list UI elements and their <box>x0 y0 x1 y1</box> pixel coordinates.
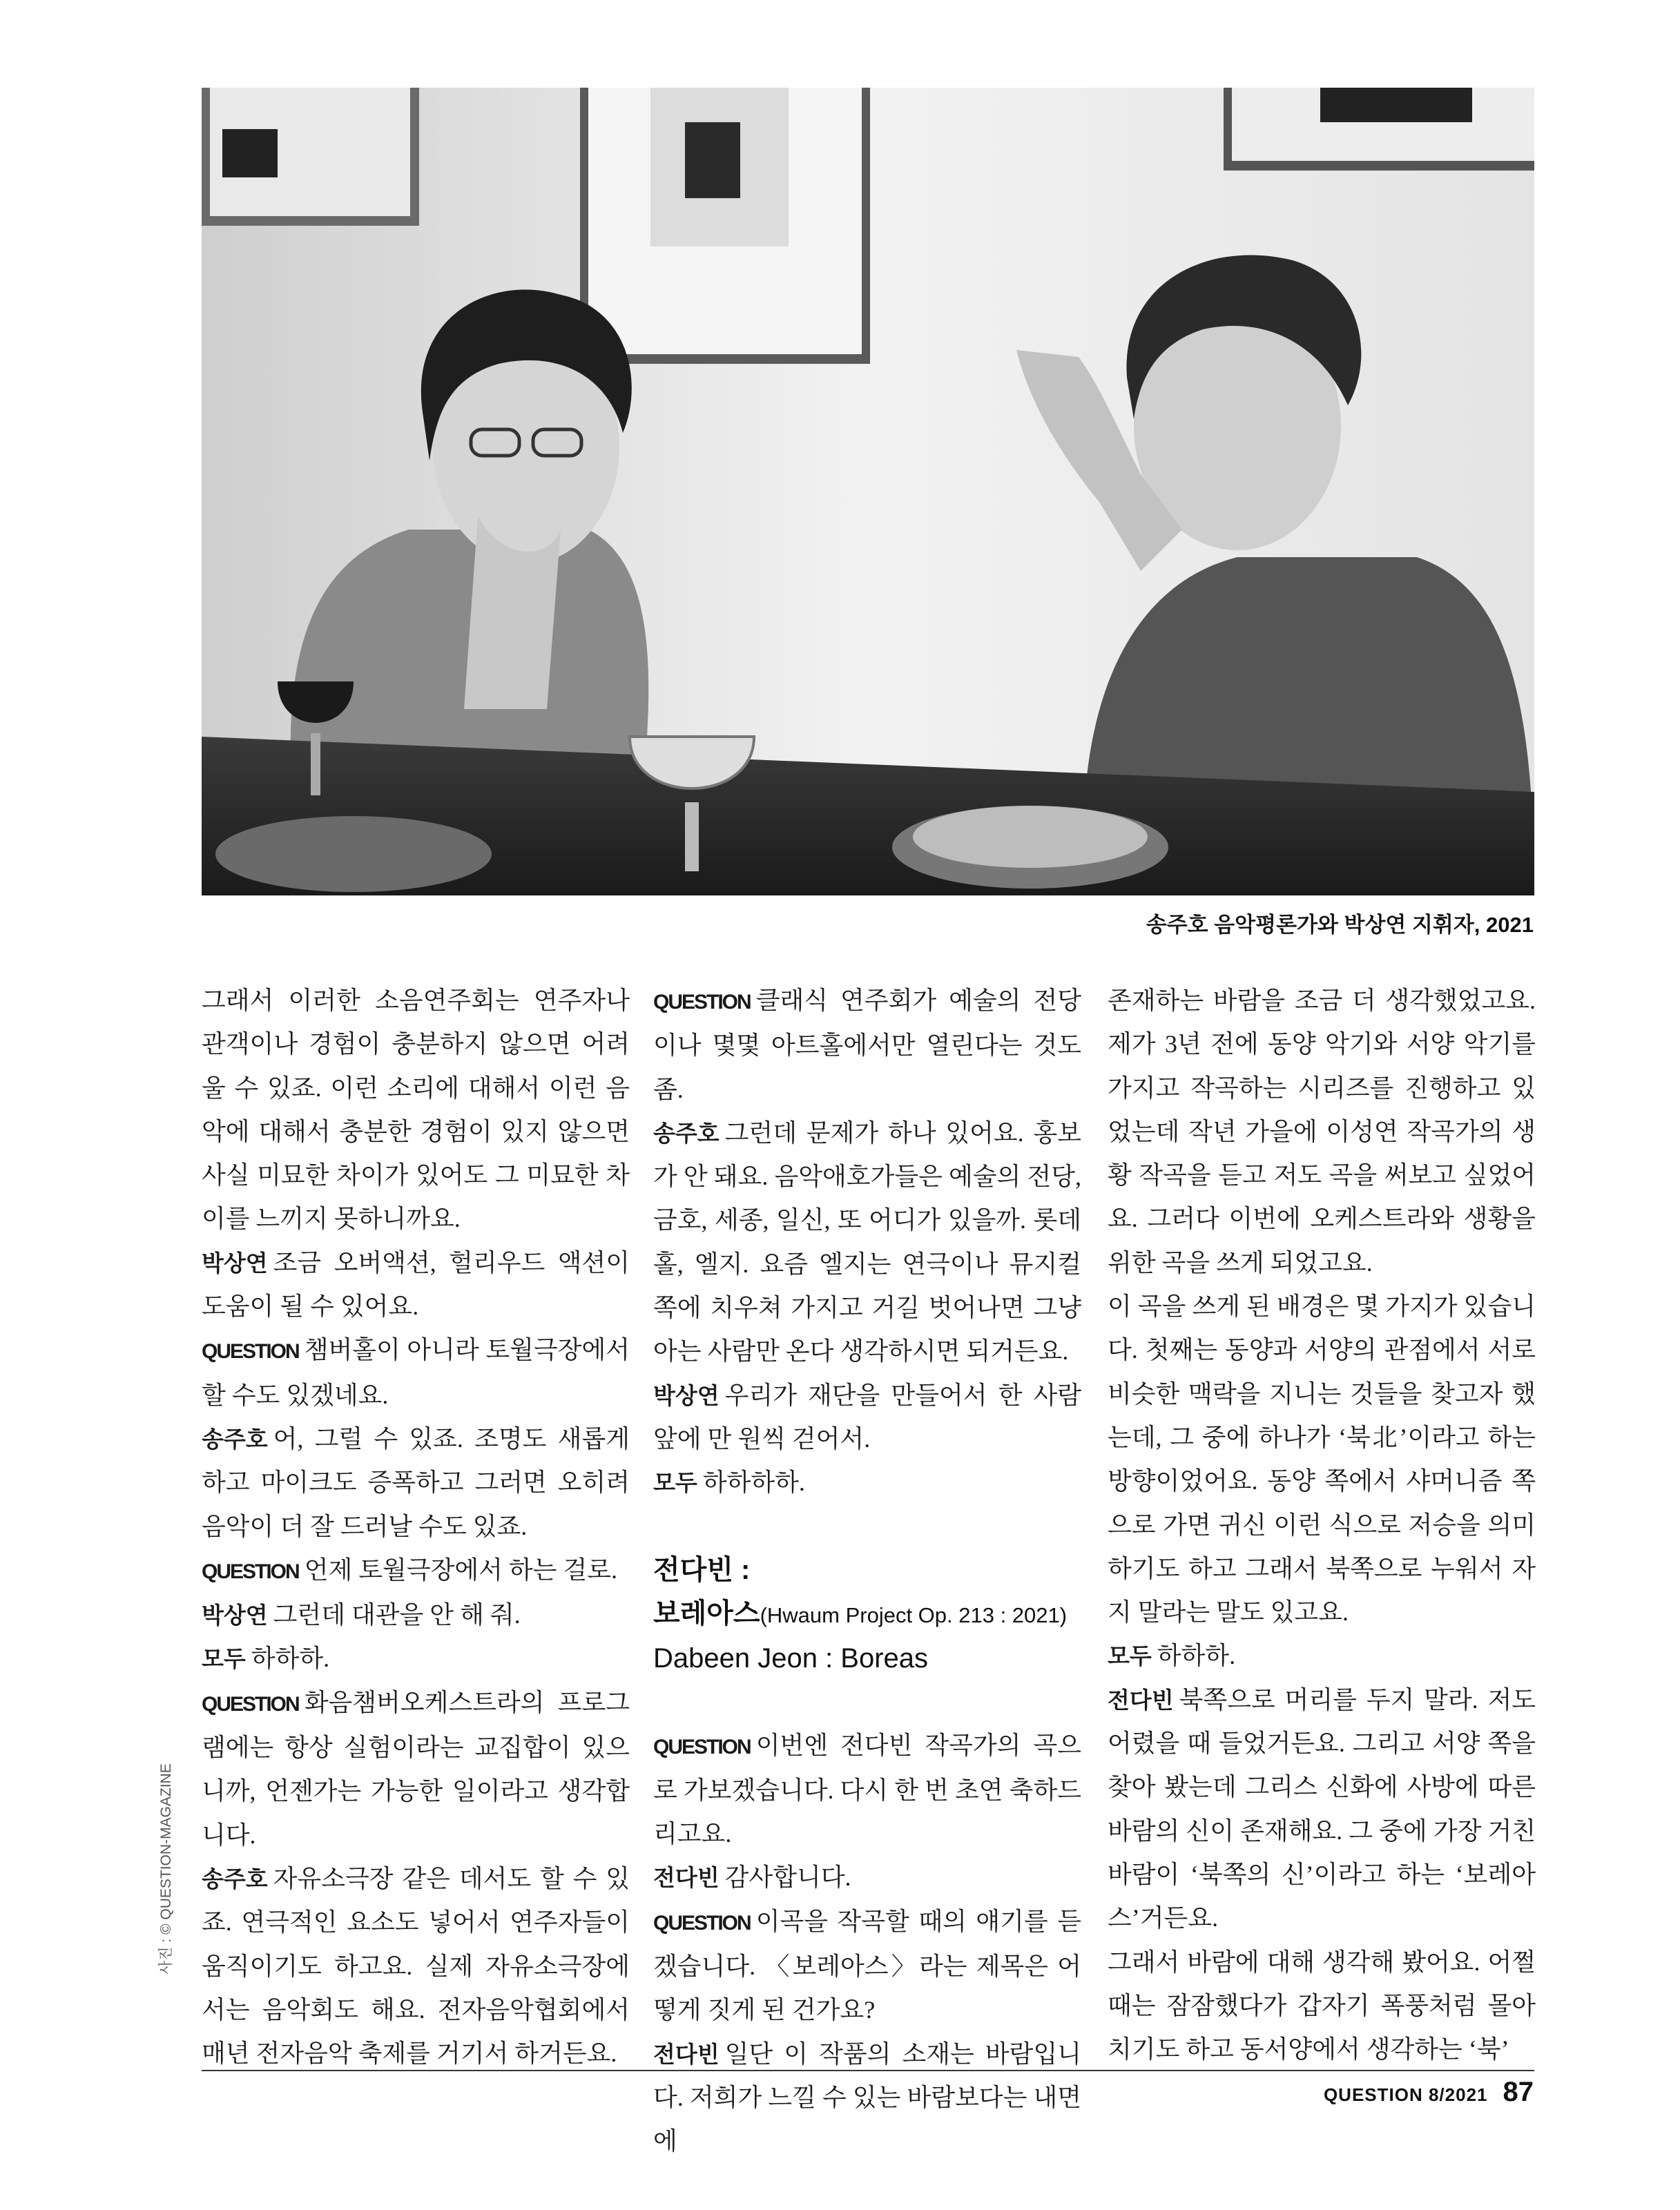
dialogue-paragraph <box>202 1417 630 1549</box>
dialogue-paragraph <box>653 2033 1081 2164</box>
speaker-label: 박상연 <box>202 1250 268 1276</box>
dialogue-text: 어, 그럴 수 있죠. 조명도 새롭게 하고 마이크도 증폭하고 그러면 오히려 음악이 더 잘 드러날 수도 있죠. <box>202 1424 630 1540</box>
dialogue-paragraph <box>1108 1634 1536 1678</box>
speaker-label: 박상연 <box>202 1602 268 1629</box>
dialogue-text: 그래서 바람에 대해 생각해 봤어요. 어쩔 때는 잠잠했다가 갑자기 폭풍처럼 몰아치기도 하고 동서양에서 생각하는 ‘북’ <box>1108 1948 1536 2064</box>
speaker-label: QUESTION <box>653 1735 751 1758</box>
dialogue-text: 언제 토월극장에서 하는 걸로. <box>304 1555 617 1584</box>
dialogue-text: 조금 오버액션, 헐리우드 액션이 도움이 될 수 있어요. <box>202 1248 630 1321</box>
dialogue-text: 하하하. <box>1157 1642 1236 1670</box>
dialogue-text: 하하하하. <box>702 1469 805 1497</box>
speaker-label: 전다빈 <box>653 2041 720 2067</box>
dialogue-paragraph <box>202 1593 630 1637</box>
column-2-dialogue-bottom <box>653 1724 1081 2164</box>
article-column-2 <box>653 979 1081 2164</box>
section-heading-english: Dabeen Jeon : Boreas <box>653 1642 929 1674</box>
dialogue-paragraph <box>202 979 630 1241</box>
dialogue-text: 존재하는 바람을 조금 더 생각했었고요. 제가 3년 전에 동양 악기와 서양 악기를 가지고 작곡하는 시리즈를 진행하고 있었는데 작년 가을에 이성연 작곡가의 생황 작곡을 듣고 저도 곡을 써보고 싶었어요. 그러다 이번에 오케스트라와 생황을 위한 곡을 쓰게 되었고요. <box>1108 987 1536 1277</box>
article-column-3 <box>1108 979 1536 2071</box>
dialogue-text: 챔버홀이 아니라 토월극장에서 할 수도 있겠네요. <box>202 1336 630 1409</box>
speaker-label: QUESTION <box>653 1911 751 1935</box>
issue-label: QUESTION 8/2021 <box>1323 2084 1488 2105</box>
dialogue-text: 감사합니다. <box>724 1863 851 1892</box>
speaker-label: 모두 <box>1108 1643 1152 1669</box>
speaker-label: QUESTION <box>202 1340 299 1364</box>
page-number: 87 <box>1503 2077 1534 2107</box>
dialogue-text: 일단 이 작품의 소재는 바람입니다. 저희가 느낄 수 있는 바람보다는 내면에 <box>653 2039 1081 2155</box>
dialogue-text: 화음챔버오케스트라의 프로그램에는 항상 실험이라는 교집합이 있으니까, 언젠가는 가능한 일이라고 생각합니다. <box>202 1688 630 1849</box>
dialogue-text: 이번엔 전다빈 작곡가의 곡으로 가보겠습니다. 다시 한 번 초연 축하드리고요. <box>653 1731 1081 1848</box>
dialogue-paragraph <box>202 1549 630 1593</box>
dialogue-text: 우리가 재단을 만들어서 한 사람 앞에 만 원씩 걷어서. <box>653 1381 1081 1453</box>
dialogue-paragraph <box>1108 979 1536 1285</box>
dialogue-paragraph <box>653 1724 1081 1857</box>
dialogue-paragraph <box>653 1374 1081 1462</box>
dialogue-text: 하하하. <box>251 1645 330 1673</box>
dialogue-paragraph <box>1108 1941 1536 2072</box>
dialogue-paragraph <box>653 1461 1081 1504</box>
speaker-label: 전다빈 <box>653 1865 720 1891</box>
dialogue-paragraph <box>202 1241 630 1329</box>
photo-caption: 송주호 음악평론가와 박상연 지휘자, 2021 <box>1146 913 1534 937</box>
section-heading-title: 보레아스(Hwaum Project Op. 213 : 2021) <box>653 1598 1068 1629</box>
speaker-label: 송주호 <box>202 1426 268 1452</box>
section-spacer <box>653 1505 1081 1549</box>
speaker-label: QUESTION <box>202 1692 299 1716</box>
section-heading-composer: 전다빈 : <box>653 1554 751 1585</box>
section-heading <box>653 1549 1081 1680</box>
footer-rule <box>202 2070 1534 2071</box>
dialogue-text: 클래식 연주회가 예술의 전당이나 몇몇 아트홀에서만 열린다는 것도 좀. <box>653 987 1081 1103</box>
speaker-label: QUESTION <box>202 1560 299 1583</box>
interview-photo <box>202 88 1534 895</box>
dialogue-text: 이 곡을 쓰게 된 배경은 몇 가지가 있습니다. 첫째는 동양과 서양의 관점에서 서로 비슷한 맥락을 지니는 것들을 찾고자 했는데, 그 중에 하나가 ‘북北’이라고 하는 방향이었어요. 동양 쪽에서 샤머니즘 쪽으로 가면 귀신 이런 식으로 저승을 의미하기도 하고 그래서 북쪽으로 누워서 자지 말라는 말도 있고요. <box>1108 1292 1536 1627</box>
dialogue-paragraph <box>202 1637 630 1680</box>
dialogue-paragraph <box>202 1681 630 1857</box>
speaker-label: 전다빈 <box>1108 1687 1174 1713</box>
section-spacer <box>653 1680 1081 1724</box>
dialogue-text: 북쪽으로 머리를 두지 말라. 저도 어렸을 때 들었거든요. 그리고 서양 쪽을 찾아 봤는데 그리스 신화에 사방에 따른 바람의 신이 존재해요. 그 중에 가장 거친 바람이 ‘북쪽의 신’이라고 하는 ‘보레아스’거든요. <box>1108 1685 1536 1932</box>
photo-credit: 사진 : © QUESTION-MAGAZINE <box>158 1763 174 1975</box>
column-2-dialogue-top <box>653 979 1081 1505</box>
speaker-label: 모두 <box>653 1470 697 1496</box>
photo-illustration <box>202 88 1534 895</box>
dialogue-paragraph <box>202 1857 630 2075</box>
page-footer <box>1324 2077 1534 2108</box>
article-column-1 <box>202 979 630 2075</box>
speaker-label: 박상연 <box>653 1382 720 1408</box>
dialogue-paragraph <box>1108 1285 1536 1634</box>
dialogue-text: 자유소극장 같은 데서도 할 수 있죠. 연극적인 요소도 넣어서 연주자들이 움직이기도 하고요. 실제 자유소극장에서는 음악회도 해요. 전자음악협회에서 매년 전자음악 축제를 거기서 하거든요. <box>202 1864 630 2068</box>
speaker-label: 송주호 <box>202 1865 268 1892</box>
speaker-label: 모두 <box>202 1646 246 1672</box>
dialogue-text: 그런데 대관을 안 해 줘. <box>273 1601 521 1629</box>
dialogue-text: 그래서 이러한 소음연주회는 연주자나 관객이나 경험이 충분하지 않으면 어려울 수 있죠. 이런 소리에 대해서 이런 음악에 대해서 충분한 경험이 있지 않으면 사실 미묘한 차이가 있어도 그 미묘한 차이를 느끼지 못하니까요. <box>202 987 630 1233</box>
dialogue-text: 그런데 문제가 하나 있어요. 홍보가 안 돼요. 음악애호가들은 예술의 전당, 금호, 세종, 일신, 또 어디가 있을까. 롯데홀, 엘지. 요즘 엘지는 연극이나 뮤지컬 쪽에 치우쳐 가지고 거길 벗어나면 그냥 아는 사람만 온다 생각하시면 되거든요. <box>653 1118 1081 1366</box>
dialogue-paragraph <box>202 1328 630 1417</box>
dialogue-paragraph <box>1108 1678 1536 1941</box>
dialogue-text: 이곡을 작곡할 때의 얘기를 듣겠습니다. 〈보레아스〉라는 제목은 어떻게 짓게 된 건가요? <box>653 1907 1081 2024</box>
speaker-label: 송주호 <box>653 1120 720 1146</box>
speaker-label: QUESTION <box>653 991 751 1014</box>
dialogue-paragraph <box>653 1856 1081 1899</box>
dialogue-paragraph <box>653 1900 1081 2033</box>
dialogue-paragraph <box>653 979 1081 1112</box>
dialogue-paragraph <box>653 1112 1081 1374</box>
